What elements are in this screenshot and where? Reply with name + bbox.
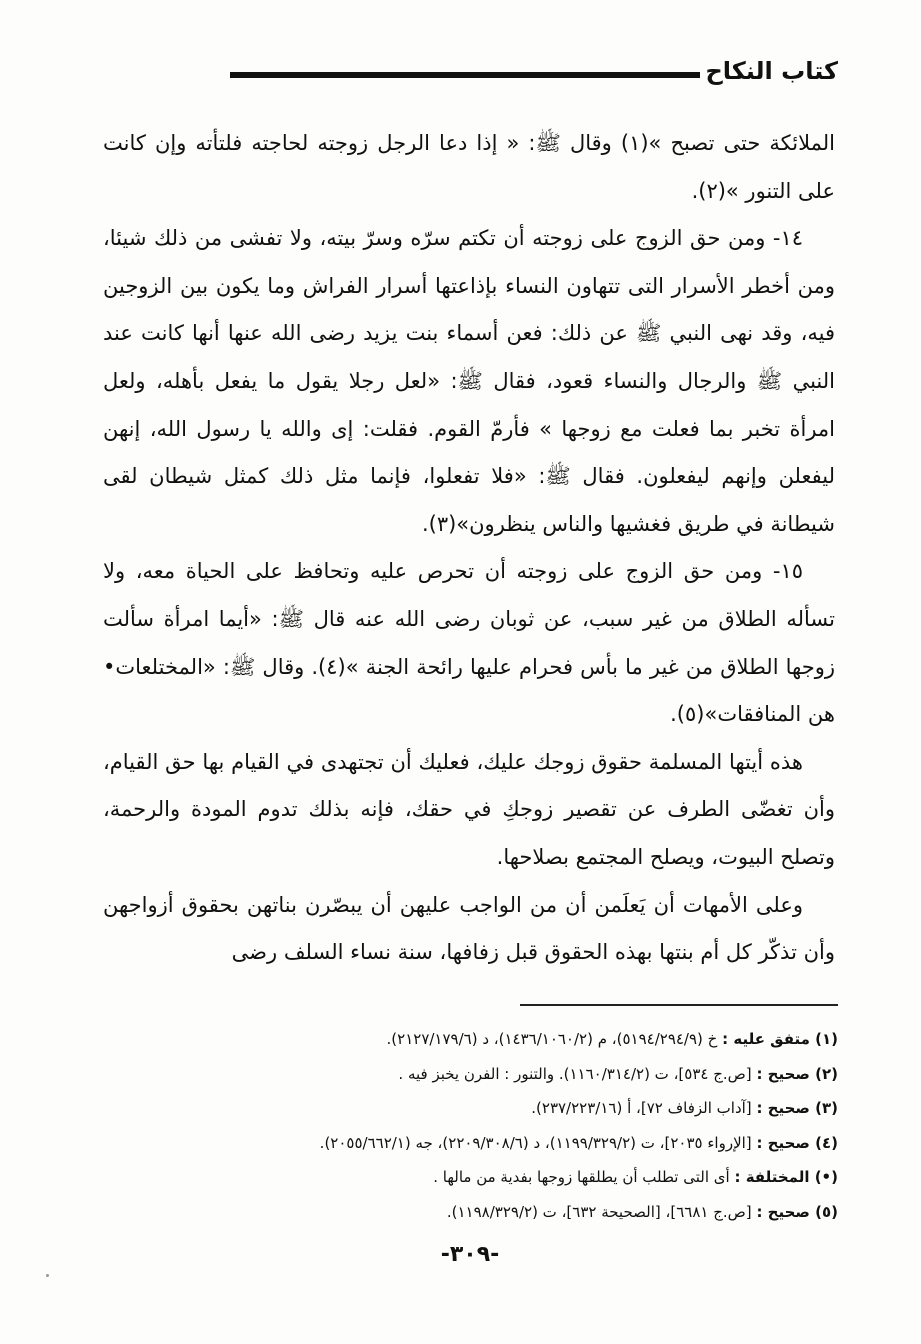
footnote-text: [ص.ج ٥٣٤]، ت (١١٦٠/٣١٤/٢). والتنور : الفرن يخبز فيه . bbox=[398, 1064, 752, 1083]
footnote-text: [آداب الزفاف ٧٢]، أ (٢٣٧/٢٢٣/١٦). bbox=[531, 1099, 752, 1118]
margin-speck bbox=[46, 1274, 49, 1277]
footnotes bbox=[100, 1022, 838, 1230]
paragraph: ١٥- ومن حق الزوج على زوجته أن تحرص عليه وتحافظ على الحياة معه، ولا تسأله الطلاق من غير سبب، عن ثوبان رضى الله عنه قال ﷺ: «أيما امرأة سألت زوجها الطلاق من غير ما بأس فحرام عليها رائحة الجنة »(٤). وقال ﷺ: «المختلعات• هن المنافقات»(٥). bbox=[103, 559, 835, 727]
chapter-title: كتاب النكاح bbox=[705, 57, 838, 85]
footnote-label: (٣) صحيح : bbox=[756, 1099, 838, 1118]
footnote-label: (٢) صحيح : bbox=[756, 1064, 838, 1083]
footnote-text: [ص.ج ٦٦٨١]، [الصحيحة ٦٣٢]، ت (١١٩٨/٣٢٩/٢). bbox=[446, 1202, 752, 1221]
footnote-label: (•) المختلفة : bbox=[734, 1168, 838, 1187]
footnote bbox=[100, 1022, 838, 1057]
paragraph: هذه أيتها المسلمة حقوق زوجك عليك، فعليك أن تجتهدى في القيام بها حق القيام، وأن تغضّى الطرف عن تقصير زوجكِ في حقك، فإنه بذلك تدوم المودة والرحمة، وتصلح البيوت، ويصلح المجتمع بصلاحها. bbox=[103, 749, 835, 869]
footnote-label: (٤) صحيح : bbox=[756, 1133, 838, 1152]
footnote-text: خ (٥١٩٤/٢٩٤/٩)، م (١٤٣٦/١٠٦٠/٢)، د (٢١٢٧/١٧٩/٦). bbox=[386, 1030, 718, 1048]
footnote-separator bbox=[520, 1004, 838, 1006]
header-rule bbox=[230, 72, 700, 78]
footnote bbox=[100, 1126, 838, 1161]
footnote-text: [الإرواء ٢٠٣٥]، ت (١١٩٩/٣٢٩/٢)، د (٢٢٠٩/٣٠٨/٦)، جه (٢٠٥٥/٦٦٢/١). bbox=[319, 1133, 752, 1152]
footnote-label: (١) متفق عليه : bbox=[722, 1030, 838, 1048]
paragraph: ١٤- ومن حق الزوج على زوجته أن تكتم سرّه وسرّ بيته، ولا تفشى من ذلك شيئا، ومن أخطر الأسرار التى تتهاون النساء بإذاعتها أسرار الفراش وما يكون بين الزوجين فيه، وقد نهى النبي ﷺ عن ذلك: فعن أسماء بنت يزيد رضى الله عنها أنها كانت عند النبي ﷺ والرجال والنساء قعود، فقال ﷺ: «لعل رجلا يقول ما يفعل بأهله، ولعل امرأة تخبر بما فعلت مع زوجها » فأرمّ القوم. فقلت: إى والله يا رسول الله، إنهن ليفعلن وإنهم ليفعلون. فقال ﷺ: «فلا تفعلوا، فإنما مثل ذلك كمثل شيطان لقى شيطانة في طريق فغشيها والناس ينظرون»(٣). bbox=[103, 226, 835, 536]
footnote-text: أى التى تطلب أن يطلقها زوجها بفدية من مالها . bbox=[433, 1168, 730, 1187]
page-number: -٣٠٩- bbox=[440, 1242, 500, 1267]
page-header bbox=[100, 52, 840, 92]
footnote bbox=[100, 1160, 838, 1195]
main-text bbox=[103, 120, 835, 977]
paragraph: الملائكة حتى تصبح »(١) وقال ﷺ: « إذا دعا الرجل زوجته لحاجته فلتأته وإن كانت على التنور »(٢). bbox=[103, 131, 835, 203]
footnote bbox=[100, 1057, 838, 1092]
footnote bbox=[100, 1195, 838, 1230]
footnote bbox=[100, 1091, 838, 1126]
footnote-label: (٥) صحيح : bbox=[756, 1202, 838, 1221]
paragraph: وعلى الأمهات أن يَعلَمن أن من الواجب عليهن أن يبصّرن بناتهن بحقوق أزواجهن وأن تذكّر كل أم بنتها بهذه الحقوق قبل زفافها، سنة نساء السلف رضى bbox=[103, 892, 835, 965]
